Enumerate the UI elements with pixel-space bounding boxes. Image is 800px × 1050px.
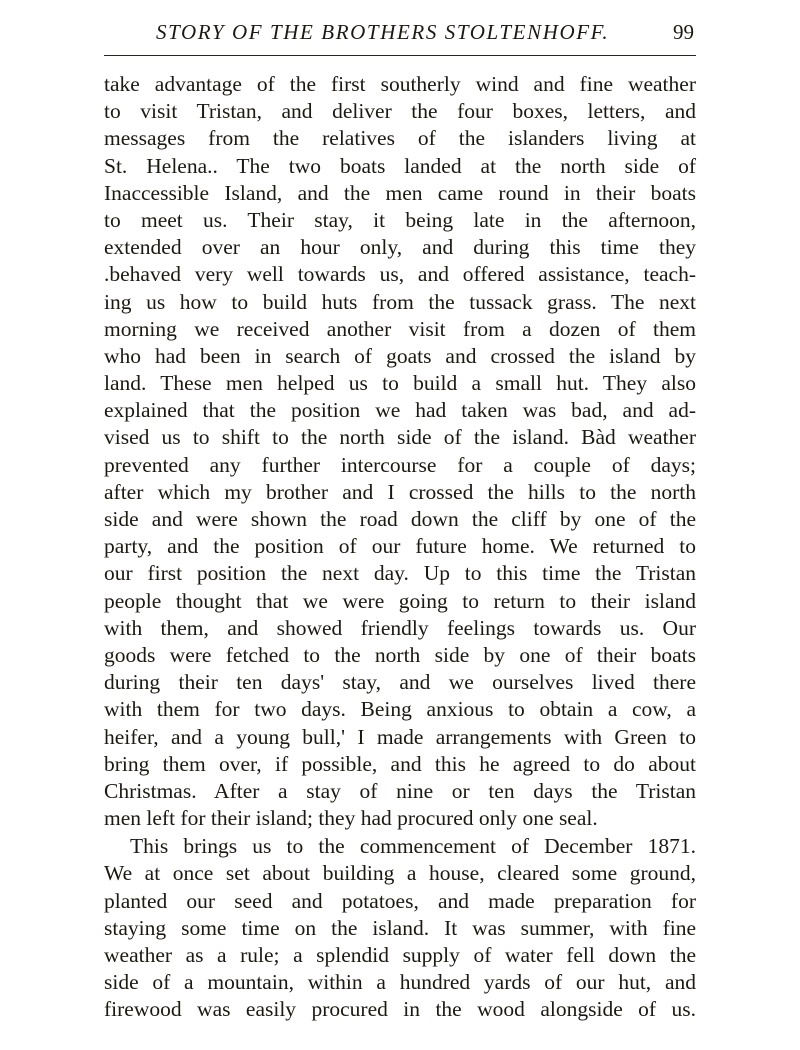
text-line: staying some time on the island. It was summer, with fine [104,915,696,940]
running-head [104,18,694,52]
text-line: St. Helena.. The two boats landed at the north side of [104,153,696,178]
text-line: planted our seed and potatoes, and made preparation for [104,888,696,913]
text-line: with them, and showed friendly feelings towards us. Our [104,615,696,640]
text-line: our first position the next day. Up to this time the Tristan [104,561,696,586]
body-text [104,71,696,1024]
text-line: weather as a rule; a splendid supply of water fell down the [104,943,696,967]
text-line: during their ten days' stay, and we ourselves lived there [104,670,696,695]
text-line: take advantage of the first southerly wind and fine weather [104,72,696,96]
text-line: Christmas. After a stay of nine or ten days the Tristan [104,778,696,803]
text-line: explained that the position we had taken was bad, and ad- [104,398,696,423]
text-line: bring them over, if possible, and this he agreed to do about [104,751,696,776]
text-line: vised us to shift to the north side of the island. Bàd weather [104,425,696,450]
text-line: men left for their island; they had procured only one seal. [104,806,598,831]
text-line: prevented any further intercourse for a couple of days; [104,452,696,477]
text-line: morning we received another visit from a dozen of them [104,316,696,341]
text-line: ing us how to build huts from the tussack grass. The next [104,289,696,314]
text-line: party, and the position of our future home. We returned to [104,534,696,559]
text-line: land. These men helped us to build a small hut. They also [104,371,696,396]
text-line: Inaccessible Island, and the men came round in their boats [104,180,696,205]
paragraph-2 [104,833,696,1023]
paragraph-1 [104,71,696,832]
running-title: STORY OF THE BROTHERS STOLTENHOFF. [156,20,610,44]
text-line: messages from the relatives of the islanders living at [104,126,696,151]
text-line: to visit Tristan, and deliver the four boxes, letters, and [104,99,696,124]
text-line: This brings us to the commencement of December 1871. [130,834,696,859]
text-line: people thought that we were going to return to their island [104,588,696,613]
text-line: .behaved very well towards us, and offered assistance, teach- [104,262,696,287]
text-line: after which my brother and I crossed the hills to the north [104,479,696,504]
text-line: side and were shown the road down the cliff by one of the [104,507,696,531]
page-number: 99 [673,20,694,44]
header-rule [104,55,696,56]
text-line: heifer, and a young bull,' I made arrangements with Green to [104,724,696,749]
text-line: side of a mountain, within a hundred yards of our hut, and [104,970,696,995]
text-line: We at once set about building a house, cleared some ground, [104,861,696,886]
text-line: firewood was easily procured in the wood alongside of us. [104,997,696,1022]
text-line: goods were fetched to the north side by one of their boats [104,642,696,667]
text-line: to meet us. Their stay, it being late in the afternoon, [104,207,696,232]
text-line: with them for two days. Being anxious to obtain a cow, a [104,697,696,722]
text-line: who had been in search of goats and crossed the island by [104,343,696,368]
text-line: extended over an hour only, and during this time they [104,235,696,260]
